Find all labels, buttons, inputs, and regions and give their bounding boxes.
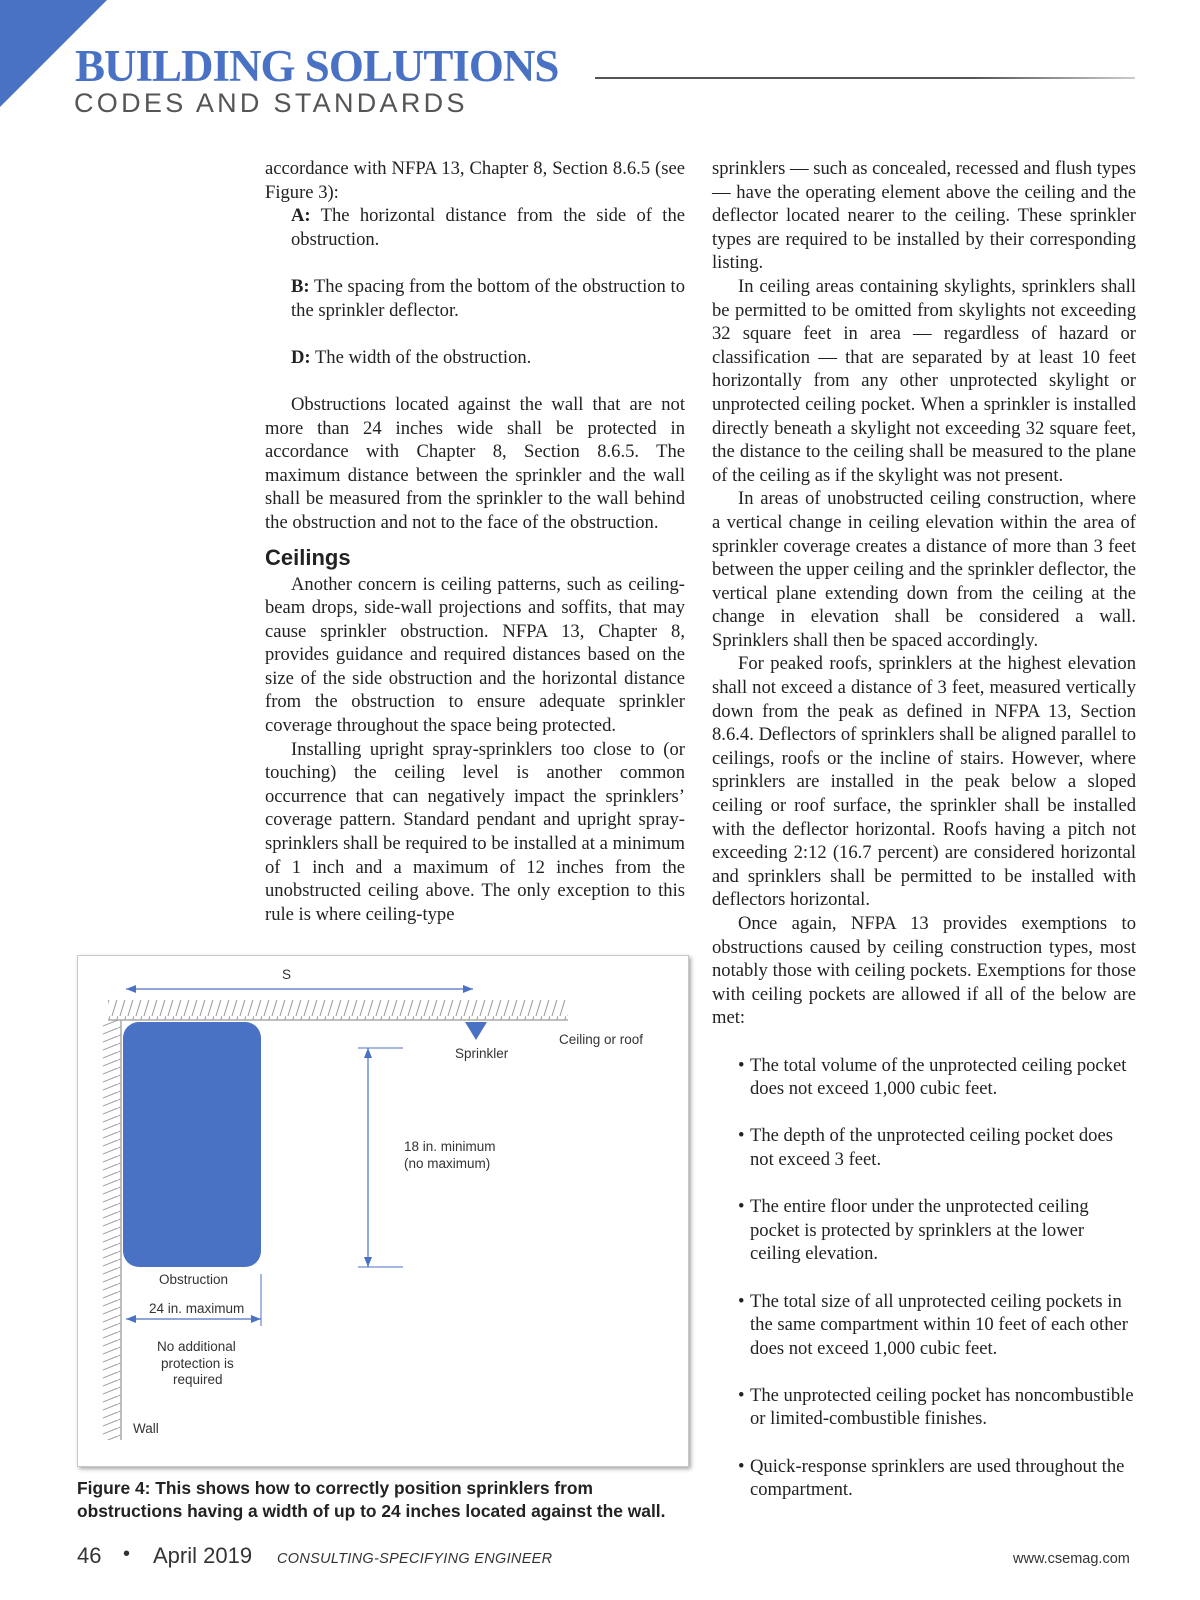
footer-separator: • (123, 1543, 131, 1565)
bullet-icon: • (738, 1054, 745, 1076)
article-column-left (265, 157, 685, 926)
issue-date: April 2019 (153, 1543, 253, 1568)
paragraph: Once again, NFPA 13 provides exemptions to obstructions caused by ceiling construction types, most notably those with ceiling pockets. Exemptions for those with ceiling pockets are allowed if all of the below are met: (712, 913, 1136, 1029)
sprinkler-icon (465, 1022, 487, 1040)
paragraph: Installing upright spray-sprinklers too close to (or touching) the ceiling level is another common occurrence that can negatively impact the sprinklers’ coverage pattern. Standard pendant and upright spray-sprinklers shall be required to be installed at a minimum of 1 inch and a maximum of 12 inches from the unobstructed ceiling above. The only exception to this rule is where ceiling-type (265, 738, 685, 925)
list-item (712, 1124, 1136, 1171)
paragraph: Another concern is ceiling patterns, such as ceiling-beam drops, side-wall projections and soffits, that may cause sprinkler obstruction. NFPA 13, Chapter 8, provides guidance and required distances based on the size of the side obstruction and the horizontal distance from the obstruction to ensure adequate sprinkler coverage throughout the space being protected. (265, 573, 685, 737)
section-subtitle: CODES AND STANDARDS (74, 88, 468, 118)
list-item-text: The entire floor under the unprotected ceiling pocket is protected by sprinklers at the lower ceiling elevation. (750, 1196, 1089, 1265)
definition-item (265, 346, 685, 370)
definition-item (265, 275, 685, 322)
section-heading: Ceilings (265, 544, 351, 570)
obstruction-label: Obstruction (159, 1272, 229, 1287)
definition-item (265, 204, 685, 251)
list-item-text: The total size of all unprotected ceiling pockets in the same compartment within 10 feet of each other does not exceed 1,000 cubic feet. (750, 1290, 1128, 1359)
bullet-icon: • (738, 1290, 745, 1312)
paragraph: sprinklers — such as concealed, recessed and flush types — have the operating element above the ceiling and the deflector located nearer to the ceiling. These sprinkler types are required to be installed by their corresponding listing. (712, 158, 1136, 274)
definition-text: The horizontal distance from the side of the obstruction. (291, 205, 686, 250)
spacing-label: S (282, 967, 292, 982)
bullet-icon: • (738, 1125, 745, 1147)
no-protection-label-line2: protection is (161, 1356, 234, 1371)
paragraph: accordance with NFPA 13, Chapter 8, Section 8.6.5 (see Figure 3): (265, 158, 685, 203)
sprinkler-label: Sprinkler (455, 1046, 509, 1061)
list-item-text: Quick-response sprinklers are used throughout the compartment. (750, 1455, 1125, 1501)
min-distance-label: 18 in. minimum (404, 1139, 496, 1154)
definition-letter: B: (291, 275, 310, 297)
website-url[interactable]: www.csemag.com (1013, 1551, 1130, 1567)
ceiling-label: Ceiling or roof (559, 1032, 644, 1047)
definition-text: The spacing from the bottom of the obstruction to the sprinkler deflector. (291, 275, 685, 321)
paragraph: Obstructions located against the wall that are not more than 24 inches wide shall be protected in accordance with Chapter 8, Section 8.6.5. The maximum distance between the sprinkler and the wall shall be measured from the sprinkler to the wall behind the obstruction and not to the face of the obstruction. (265, 393, 685, 533)
obstruction-block (123, 1022, 261, 1267)
no-protection-label-line1: No additional (157, 1339, 236, 1354)
bullet-icon: • (738, 1384, 745, 1406)
no-protection-label-line3: required (173, 1372, 223, 1387)
definition-letter: D: (291, 346, 311, 368)
bullet-icon: • (738, 1455, 745, 1477)
min-distance-note: (no maximum) (404, 1156, 491, 1171)
list-item (712, 1455, 1136, 1502)
list-item (712, 1384, 1136, 1431)
list-item-text: The depth of the unprotected ceiling pocket does not exceed 3 feet. (750, 1125, 1113, 1170)
spacing-dimension (126, 985, 473, 993)
list-item-text: The total volume of the unprotected ceiling pocket does not exceed 1,000 cubic feet. (750, 1054, 1127, 1100)
min-distance-dimension (358, 1048, 403, 1267)
header-rule (595, 77, 1135, 79)
wall (103, 1020, 121, 1440)
max-width-label: 24 in. maximum (149, 1301, 245, 1316)
paragraph: In areas of unobstructed ceiling construction, where a vertical change in ceiling elevation within the area of sprinkler coverage creates a distance of more than 3 feet between the upper ceiling and the sprinkler deflector, the vertical plane extending down from the ceiling at the change in elevation shall be considered a wall. Sprinklers shall then be spaced accordingly. (712, 488, 1136, 651)
article-column-right (712, 157, 1136, 1502)
page-number: 46 (77, 1543, 102, 1568)
definition-letter: A: (291, 205, 311, 227)
paragraph: In ceiling areas containing skylights, sprinklers shall be permitted to be omitted from skylights not exceeding 32 square feet in area — regardless of hazard or classification — that are separated by at least 10 feet horizontally from any other unprotected skylight or unprotected ceiling pocket. When a sprinkler is installed directly beneath a skylight not exceeding 32 square feet, the distance to the ceiling shall be measured to the plane of the ceiling as if the skylight was not present. (712, 275, 1136, 486)
definition-text: The width of the obstruction. (314, 346, 532, 368)
wall-label: Wall (133, 1421, 159, 1436)
ceiling (108, 1000, 568, 1020)
figure-caption: Figure 4: This shows how to correctly position sprinklers from obstructions having a width of up to 24 inches located against the wall. (77, 1478, 666, 1521)
requirements-list (712, 1054, 1136, 1502)
list-item-text: The unprotected ceiling pocket has noncombustible or limited-combustible finishes. (750, 1384, 1134, 1430)
bullet-icon: • (738, 1196, 745, 1218)
magazine-name: CONSULTING-SPECIFYING ENGINEER (277, 1551, 553, 1567)
list-item (712, 1290, 1136, 1361)
section-title: BUILDING SOLUTIONS (75, 41, 559, 91)
list-item (712, 1054, 1136, 1101)
paragraph: For peaked roofs, sprinklers at the highest elevation shall not exceed a distance of 3 feet, measured vertically down from the peak as defined in NFPA 13, Section 8.6.4. Deflectors of sprinklers shall be aligned parallel to ceilings, roofs or the incline of stairs. However, where sprinklers are installed in the peak below a sloped ceiling or roof surface, the sprinkler shall be installed with the deflector horizontal. Roofs having a pitch not exceeding 2:12 (16.7 percent) are considered horizontal and sprinklers shall be permitted to be installed with deflectors horizontal. (712, 653, 1136, 911)
list-item (712, 1195, 1136, 1266)
figure-4-diagram (77, 955, 689, 1467)
